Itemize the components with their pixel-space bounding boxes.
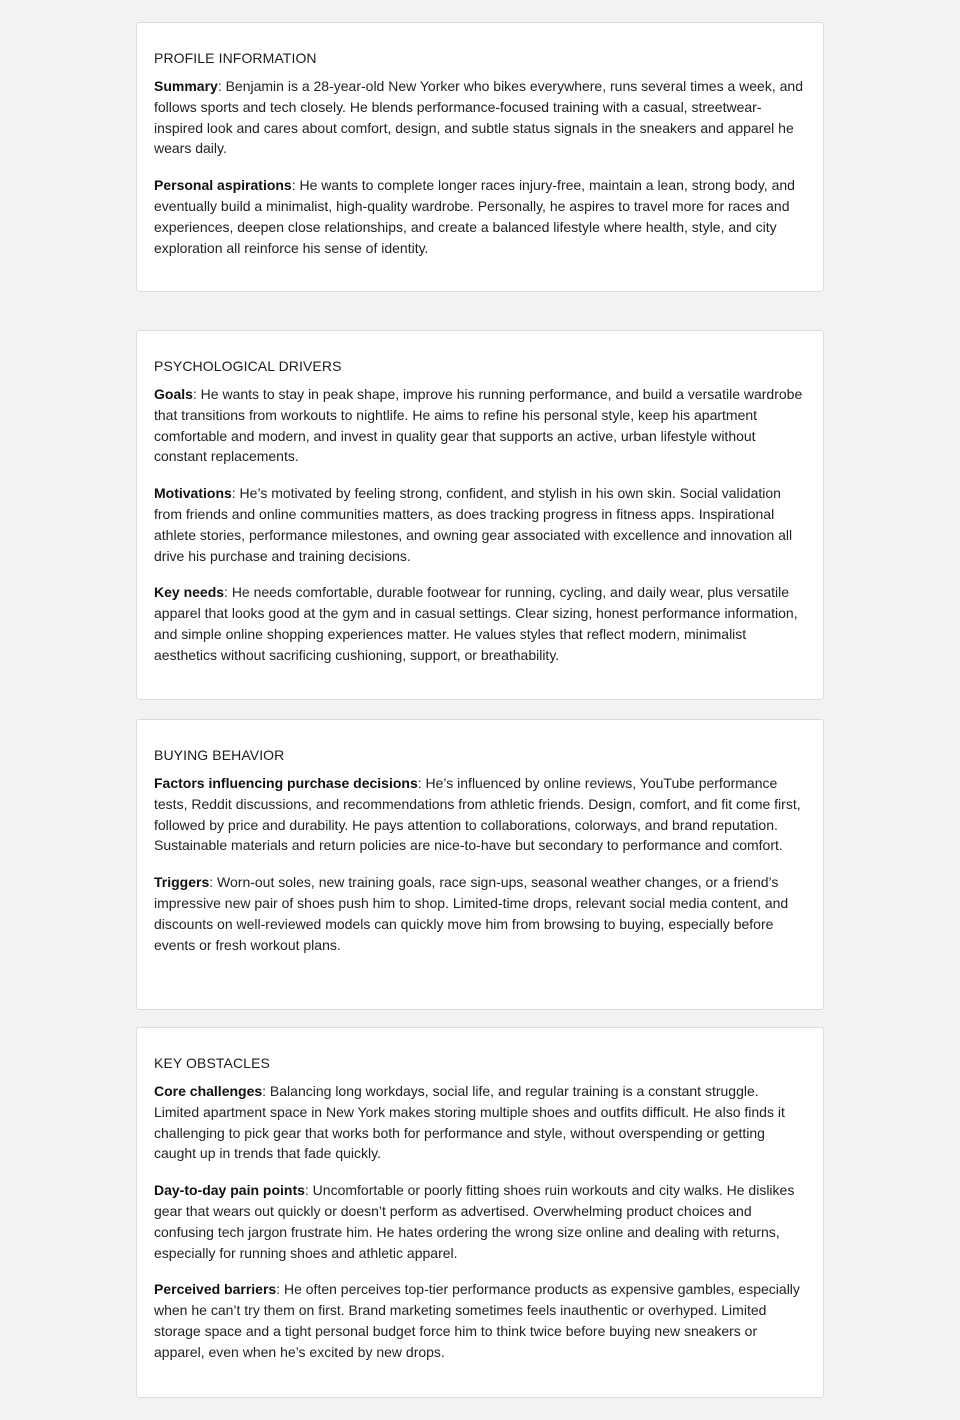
key-needs-paragraph (154, 582, 806, 665)
core-challenges-label: Core challenges (154, 1083, 263, 1099)
goals-label: Goals (154, 386, 193, 402)
purchase-factors-text: : He’s influenced by online reviews, YouTube performance tests, Reddit discussions, and recommendations from athletic friends. Design, comfort, and fit come first, followed by price and durability. He pays attention to collaborations, colorways, and brand reputation. Sustainable materials and return policies are nice-to-have but secondary to performance and comfort. (154, 775, 801, 854)
summary-text: : Benjamin is a 28-year-old New Yorker who bikes everywhere, runs several times a week, and follows sports and tech closely. He blends performance-focused training with a casual, streetwear-inspired look and cares about comfort, design, and subtle status signals in the sneakers and apparel he wears daily. (154, 78, 803, 157)
core-challenges-text: : Balancing long workdays, social life, and regular training is a constant struggle. Limited apartment space in New York makes storing multiple shoes and outfits difficult. He also finds it challenging to pick gear that works both for performance and style, without overspending or getting caught up in trends that fade quickly. (154, 1083, 785, 1162)
profile-information-card (136, 22, 824, 292)
key-needs-label: Key needs (154, 584, 225, 601)
core-challenges-paragraph (154, 1081, 806, 1164)
triggers-label: Triggers (154, 874, 210, 891)
personal-aspirations-paragraph (154, 175, 806, 258)
perceived-barriers-paragraph (154, 1279, 806, 1362)
triggers-text: : Worn-out soles, new training goals, race sign-ups, seasonal weather changes, or a friend’s impressive new pair of shoes push him to shop. Limited-time drops, relevant social media content, and discounts on well-reviewed models can quickly move him from browsing to buying, especially before events or fresh workout plans. (154, 874, 789, 953)
purchase-factors-label: Factors influencing purchase decisions (154, 775, 418, 791)
personal-aspirations-text: : He wants to complete longer races injury-free, maintain a lean, strong body, and eventually build a minimalist, high-quality wardrobe. Personally, he aspires to travel more for races and experiences, deepen close relationships, and create a balanced lifestyle where health, style, and city exploration all reinforce his sense of identity. (154, 177, 795, 256)
purchase-factors-paragraph (154, 773, 806, 856)
pain-points-text: : Uncomfortable or poorly fitting shoes ruin workouts and city walks. He dislikes gear that wears out quickly or doesn’t perform as advertised. Overwhelming product choices and confusing tech jargon frustrate him. He hates ordering the wrong size online and dealing with returns, especially for running shoes and athletic apparel. (154, 1182, 795, 1261)
psychological-drivers-card (136, 330, 824, 700)
goals-text: : He wants to stay in peak shape, improve his running performance, and build a versatile wardrobe that transitions from workouts to nightlife. He aims to refine his personal style, keep his apartment comfortable and modern, and invest in quality gear that supports an active, urban lifestyle without constant replacements. (154, 386, 803, 465)
summary-label: Summary (154, 78, 218, 94)
buying-behavior-card (136, 719, 824, 1010)
personal-aspirations-label: Personal aspirations (154, 177, 292, 194)
perceived-barriers-text: : He often perceives top-tier performance products as expensive gambles, especially when he can’t try them on first. Brand marketing sometimes feels inauthentic or overhyped. Limited storage space and a tight personal budget force him to think twice before buying new sneakers or apparel, even when he’s excited by new drops. (154, 1281, 800, 1360)
section-title: BUYING BEHAVIOR (154, 747, 285, 763)
perceived-barriers-label: Perceived barriers (154, 1281, 277, 1298)
motivations-text: : He’s motivated by feeling strong, confident, and stylish in his own skin. Social validation from friends and online communities matters, as does tracking progress in fitness apps. Inspirational athlete stories, performance milestones, and owning gear associated with excellence and innovation all drive his purchase and training decisions. (154, 485, 793, 564)
goals-paragraph (154, 384, 806, 467)
triggers-paragraph (154, 872, 806, 955)
motivations-label: Motivations (154, 485, 232, 502)
section-title: PROFILE INFORMATION (154, 50, 317, 66)
summary-paragraph (154, 76, 806, 159)
section-title: PSYCHOLOGICAL DRIVERS (154, 358, 342, 374)
pain-points-label: Day-to-day pain points (154, 1182, 305, 1199)
pain-points-paragraph (154, 1180, 806, 1263)
motivations-paragraph (154, 483, 806, 566)
key-obstacles-card (136, 1027, 824, 1398)
section-title: KEY OBSTACLES (154, 1055, 270, 1071)
key-needs-text: : He needs comfortable, durable footwear for running, cycling, and daily wear, plus versatile apparel that looks good at the gym and in casual settings. Clear sizing, honest performance information, and simple online shopping experiences matter. He values styles that reflect modern, minimalist aesthetics without sacrificing cushioning, support, or breathability. (154, 584, 798, 663)
